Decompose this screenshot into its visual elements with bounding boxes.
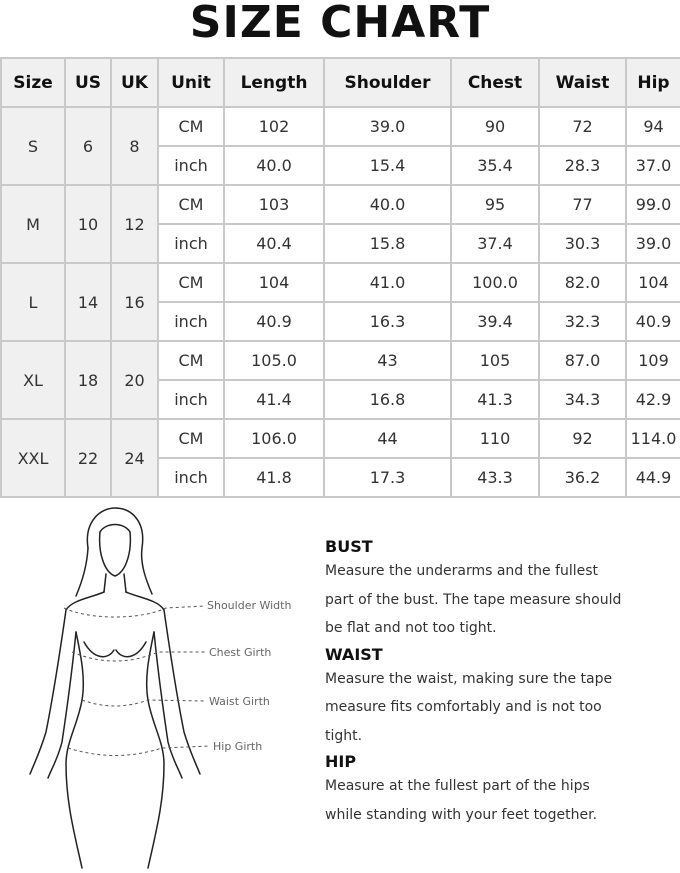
chest-girth-label: Chest Girth [209, 646, 272, 659]
header-chest: Chest [451, 58, 539, 107]
hip-cell: 44.9 [626, 458, 680, 497]
uk-cell: 12 [111, 185, 158, 263]
waist-text-line: Measure the waist, making sure the tape [325, 670, 613, 687]
shoulder-cell: 40.0 [324, 185, 451, 224]
hip-cell: 114.0 [626, 419, 680, 458]
shoulder-cell: 17.3 [324, 458, 451, 497]
hip-text-line: Measure at the fullest part of the hips [325, 778, 590, 794]
size-cell: XXL [1, 419, 65, 497]
bust-text-line: Measure the underarms and the fullest [325, 563, 599, 579]
unit-cell: inch [158, 458, 224, 497]
shoulder-cell: 41.0 [324, 263, 451, 302]
length-cell: 102 [224, 107, 324, 146]
bust-section [325, 537, 670, 643]
uk-cell: 8 [111, 107, 158, 185]
page-title: SIZE CHART [189, 0, 491, 48]
shoulder-cell: 39.0 [324, 107, 451, 146]
size-chart-table [0, 57, 680, 498]
chest-measure-line [72, 652, 205, 661]
waist-cell: 28.3 [539, 146, 626, 185]
shoulder-cell: 16.3 [324, 302, 451, 341]
size-cell: L [1, 263, 65, 341]
bust-text-line: part of the bust. The tape measure should [325, 591, 622, 608]
unit-cell: CM [158, 341, 224, 380]
hip-cell: 37.0 [626, 146, 680, 185]
header-hip: Hip [626, 58, 680, 107]
unit-cell: CM [158, 263, 224, 302]
chest-cell: 90 [451, 107, 539, 146]
waist-section [325, 645, 670, 751]
size-cell: XL [1, 341, 65, 419]
chest-cell: 100.0 [451, 263, 539, 302]
chest-cell: 43.3 [451, 458, 539, 497]
waist-cell: 34.3 [539, 380, 626, 419]
unit-cell: inch [158, 302, 224, 341]
chest-cell: 95 [451, 185, 539, 224]
waist-cell: 92 [539, 419, 626, 458]
us-cell: 6 [65, 107, 111, 185]
waist-heading: WAIST [325, 644, 383, 664]
hip-cell: 109 [626, 341, 680, 380]
waist-cell: 32.3 [539, 302, 626, 341]
hip-cell: 42.9 [626, 380, 680, 419]
waist-text-line: tight. [325, 727, 363, 744]
table-header-row [1, 58, 680, 107]
waist-cell: 77 [539, 185, 626, 224]
header-waist: Waist [539, 58, 626, 107]
unit-cell: inch [158, 146, 224, 185]
header-uk: UK [111, 58, 158, 107]
figure-outline [30, 508, 200, 868]
chest-cell: 105 [451, 341, 539, 380]
length-cell: 103 [224, 185, 324, 224]
length-cell: 41.8 [224, 458, 324, 497]
hip-cell: 40.9 [626, 302, 680, 341]
hip-section [325, 752, 670, 829]
chest-cell: 110 [451, 419, 539, 458]
waist-cell: 72 [539, 107, 626, 146]
measure-lines [64, 606, 210, 756]
shoulder-cell: 15.8 [324, 224, 451, 263]
table-row [1, 263, 680, 302]
unit-cell: CM [158, 185, 224, 224]
hip-cell: 94 [626, 107, 680, 146]
table-row [1, 419, 680, 458]
uk-cell: 16 [111, 263, 158, 341]
waist-cell: 87.0 [539, 341, 626, 380]
measurement-guide [325, 537, 670, 831]
shoulder-measure-line [64, 606, 205, 617]
chest-cell: 39.4 [451, 302, 539, 341]
size-cell: M [1, 185, 65, 263]
us-cell: 22 [65, 419, 111, 497]
hip-cell: 99.0 [626, 185, 680, 224]
unit-cell: inch [158, 380, 224, 419]
waist-cell: 82.0 [539, 263, 626, 302]
length-cell: 40.4 [224, 224, 324, 263]
bust-heading: BUST [325, 537, 373, 556]
shoulder-cell: 16.8 [324, 380, 451, 419]
header-us: US [65, 58, 111, 107]
us-cell: 14 [65, 263, 111, 341]
us-cell: 18 [65, 341, 111, 419]
waist-cell: 36.2 [539, 458, 626, 497]
length-cell: 105.0 [224, 341, 324, 380]
waist-cell: 30.3 [539, 224, 626, 263]
body-measurement-figure [0, 502, 320, 873]
hip-cell: 39.0 [626, 224, 680, 263]
table-row [1, 185, 680, 224]
length-cell: 104 [224, 263, 324, 302]
unit-cell: CM [158, 107, 224, 146]
waist-girth-label: Waist Girth [209, 695, 270, 708]
length-cell: 40.0 [224, 146, 324, 185]
length-cell: 40.9 [224, 302, 324, 341]
hip-heading: HIP [325, 752, 357, 771]
unit-cell: CM [158, 419, 224, 458]
length-cell: 106.0 [224, 419, 324, 458]
shoulder-cell: 43 [324, 341, 451, 380]
uk-cell: 24 [111, 419, 158, 497]
waist-text-line: measure fits comfortably and is not too [325, 699, 602, 715]
hip-girth-label: Hip Girth [213, 740, 263, 753]
waist-measure-line [82, 700, 205, 706]
header-length: Length [224, 58, 324, 107]
chest-cell: 37.4 [451, 224, 539, 263]
shoulder-cell: 44 [324, 419, 451, 458]
header-size: Size [1, 58, 65, 107]
unit-cell: inch [158, 224, 224, 263]
uk-cell: 20 [111, 341, 158, 419]
header-unit: Unit [158, 58, 224, 107]
chest-cell: 35.4 [451, 146, 539, 185]
header-shoulder: Shoulder [324, 58, 451, 107]
table-row [1, 107, 680, 146]
shoulder-width-label: Shoulder Width [207, 599, 292, 612]
length-cell: 41.4 [224, 380, 324, 419]
size-cell: S [1, 107, 65, 185]
shoulder-cell: 15.4 [324, 146, 451, 185]
woman-silhouette-illustration [0, 502, 320, 873]
bust-text-line: be flat and not too tight. [325, 620, 497, 636]
hip-text-line: while standing with your feet together. [325, 806, 598, 823]
hip-cell: 104 [626, 263, 680, 302]
us-cell: 10 [65, 185, 111, 263]
chest-cell: 41.3 [451, 380, 539, 419]
table-row [1, 341, 680, 380]
